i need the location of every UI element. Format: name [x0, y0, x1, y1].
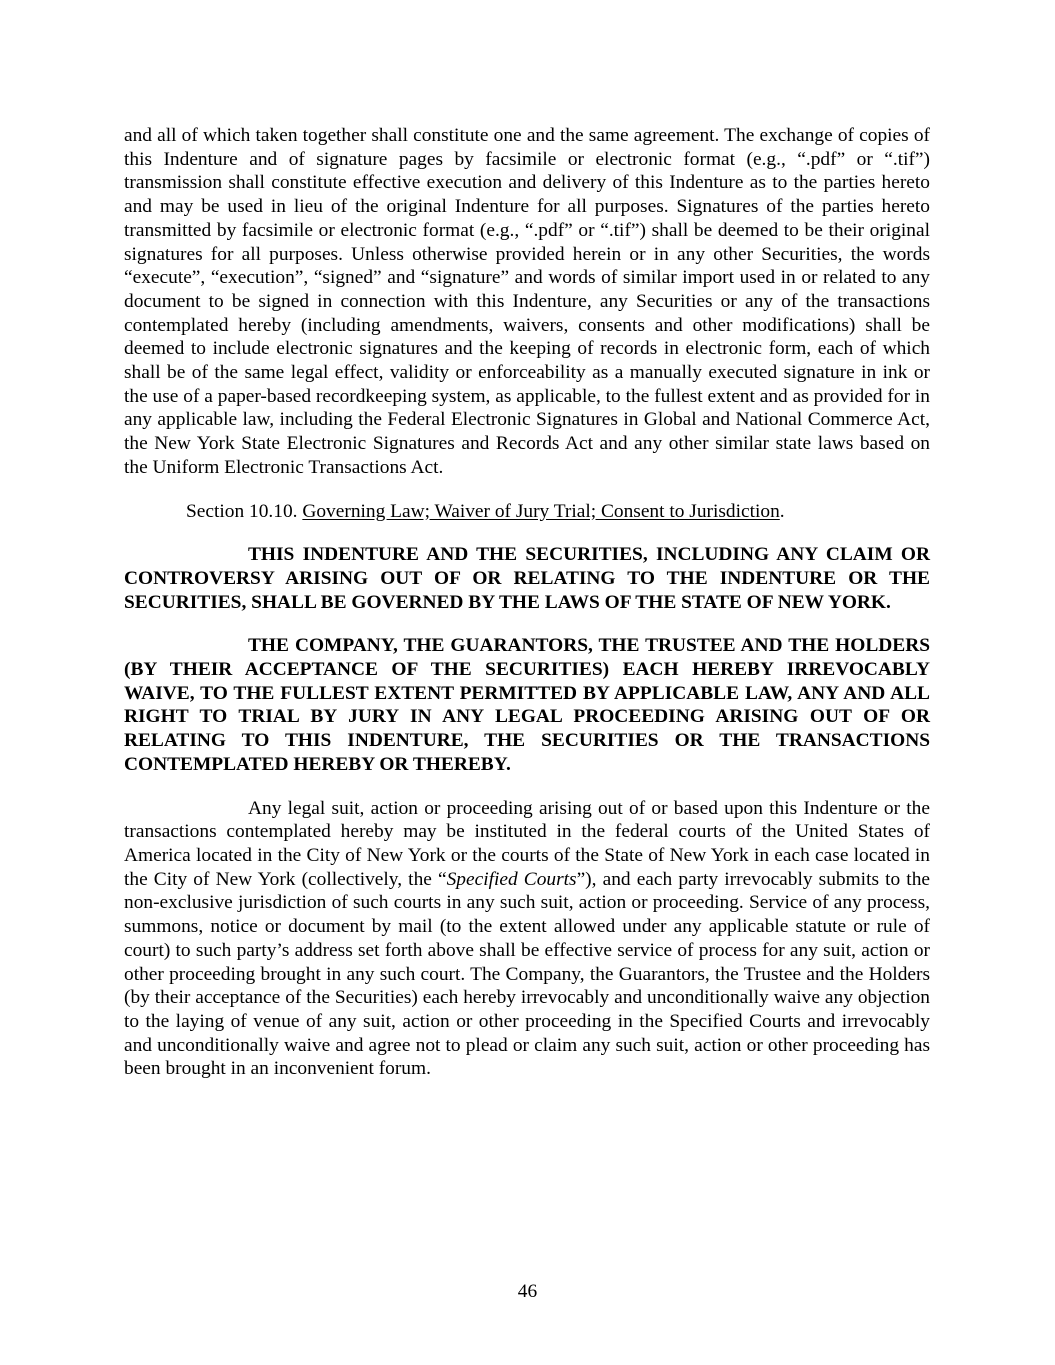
section-number: Section 10.10. [186, 500, 298, 522]
jurisdiction-text-before: Any legal suit, action or proceeding arising out of or based upon this Indenture or the transactions contemplated hereby may be instituted in the federal courts of the United States of America located in the City of New York or the courts of the State of New York in each case located in the City of New York (collectively, the “ [124, 797, 930, 890]
document-page [124, 124, 930, 1081]
jurisdiction-paragraph [124, 797, 930, 1081]
defined-term-specified-courts: Specified Courts [446, 868, 577, 890]
governing-law-paragraph: THIS INDENTURE AND THE SECURITIES, INCLUDING ANY CLAIM OR CONTROVERSY ARISING OUT OF OR RELATING TO THE INDENTURE OR THE SECURITIES, SHALL BE GOVERNED BY THE LAWS OF THE STATE OF NEW YORK. [124, 544, 930, 613]
jury-waiver-paragraph: THE COMPANY, THE GUARANTORS, THE TRUSTEE AND THE HOLDERS (BY THEIR ACCEPTANCE OF THE SECURITIES) EACH HEREBY IRREVOCABLY WAIVE, TO THE FULLEST EXTENT PERMITTED BY APPLICABLE LAW, ANY AND ALL RIGHT TO TRIAL BY JURY IN ANY LEGAL PROCEEDING ARISING OUT OF OR RELATING TO THIS INDENTURE, THE SECURITIES OR THE TRANSACTIONS CONTEMPLATED HEREBY OR THEREBY. [124, 635, 930, 775]
section-period: . [779, 500, 785, 522]
continuation-paragraph: and all of which taken together shall constitute one and the same agreement. The exchange of copies of this Indenture and of signature pages by facsimile or electronic format (e.g., “.pdf” or “.tif”) transmission shall constitute effective execution and delivery of this Indenture as to the parties hereto and may be used in lieu of the original Indenture for all purposes. Signatures of the parties hereto transmitted by facsimile or electronic format (e.g., “.pdf” or “.tif”) shall be deemed to be their original signatures for all purposes. Unless otherwise provided herein or in any other Securities, the words “execute”, “execution”, “signed” and “signature” and words of similar import used in or related to any document to be signed in connection with this Indenture, any Securities or any of the transactions contemplated hereby (including amendments, waivers, consents and other modifications) shall be deemed to include electronic signatures and the keeping of records in electronic form, each of which shall be of the same legal effect, validity or enforceability as a manually executed signature in ink or the use of a paper-based recordkeeping system, as applicable, to the fullest extent and as provided for in any applicable law, including the Federal Electronic Signatures in Global and National Commerce Act, the New York State Electronic Signatures and Records Act and any other similar state laws based on the Uniform Electronic Transactions Act. [124, 125, 930, 478]
section-title: Governing Law; Waiver of Jury Trial; Consent to Jurisdiction [302, 500, 780, 522]
section-heading [124, 500, 930, 524]
page-number: 46 [517, 1281, 538, 1302]
jurisdiction-text-after: ”), and each party irrevocably submits to the non-exclusive jurisdiction of such courts in any such suit, action or proceeding. Service of any process, summons, notice or document by mail (to the extent allowed under any applicable statute or rule of court) to such party’s address set forth above shall be effective service of process for any suit, action or other proceeding brought in any such court. The Company, the Guarantors, the Trustee and the Holders (by their acceptance of the Securities) each hereby irrevocably and unconditionally waive any objection to the laying of venue of any suit, action or other proceeding in the Specified Courts and irrevocably and unconditionally waive and agree not to plead or claim any such suit, action or other proceeding has been brought in an inconvenient forum. [124, 868, 930, 1080]
